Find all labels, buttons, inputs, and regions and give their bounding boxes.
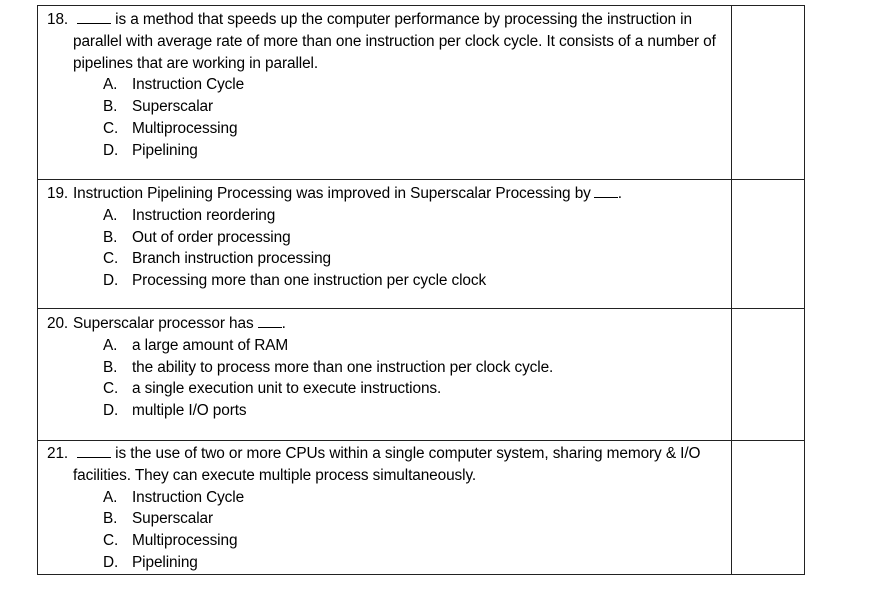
answer-blank-20 — [258, 312, 282, 328]
option-letter: C. — [103, 380, 119, 398]
option-18-b — [103, 96, 731, 118]
question-end-19: . — [617, 185, 622, 202]
options-list-21 — [38, 487, 731, 574]
option-letter: C. — [103, 119, 119, 137]
option-19-c — [103, 248, 731, 270]
option-20-d — [103, 400, 731, 422]
option-21-b — [103, 508, 731, 530]
option-letter: A. — [103, 206, 118, 224]
option-letter: D. — [103, 141, 119, 159]
option-letter: D. — [103, 272, 119, 290]
option-20-c — [103, 378, 731, 400]
option-21-d — [103, 552, 731, 574]
option-letter: A. — [103, 336, 118, 354]
option-text: Superscalar — [132, 98, 214, 116]
question-stem-19 — [38, 182, 725, 205]
option-letter: B. — [103, 510, 118, 528]
option-letter: B. — [103, 358, 118, 376]
option-text: Instruction Cycle — [132, 76, 245, 94]
question-table — [37, 5, 805, 575]
question-number-18: 18. — [47, 11, 69, 28]
answer-blank-18 — [77, 8, 111, 24]
options-list-19 — [38, 205, 731, 292]
option-letter: A. — [103, 76, 118, 94]
option-text: Multiprocessing — [132, 119, 238, 137]
option-text: multiple I/O ports — [132, 402, 247, 420]
option-text: a single execution unit to execute instructions. — [132, 380, 442, 398]
option-text: Pipelining — [132, 553, 198, 571]
question-row-21 — [38, 441, 805, 575]
answer-cell-21[interactable] — [732, 441, 805, 575]
option-20-a — [103, 335, 731, 357]
question-stem-18 — [38, 8, 725, 74]
option-text: a large amount of RAM — [132, 336, 289, 354]
option-letter: D. — [103, 553, 119, 571]
option-text: Instruction Cycle — [132, 488, 245, 506]
question-row-18 — [38, 6, 805, 180]
option-letter: C. — [103, 250, 119, 268]
option-letter: B. — [103, 98, 118, 116]
option-text: Branch instruction processing — [132, 250, 331, 268]
answer-cell-19[interactable] — [732, 180, 805, 309]
option-20-b — [103, 357, 731, 379]
answer-blank-21 — [77, 442, 111, 458]
option-letter: A. — [103, 488, 118, 506]
option-letter: B. — [103, 228, 118, 246]
option-21-c — [103, 530, 731, 552]
question-number-20: 20. — [47, 315, 69, 332]
option-letter: C. — [103, 532, 119, 550]
question-text-20: Superscalar processor has — [73, 315, 254, 332]
question-row-20 — [38, 309, 805, 441]
option-18-a — [103, 74, 731, 96]
option-19-b — [103, 227, 731, 249]
answer-cell-18[interactable] — [732, 6, 805, 180]
option-text: the ability to process more than one instruction per clock cycle. — [132, 358, 554, 376]
question-text-19: Instruction Pipelining Processing was improved in Superscalar Processing by — [73, 185, 591, 202]
question-cell-18 — [38, 6, 732, 180]
question-stem-21 — [38, 442, 725, 487]
answer-cell-20[interactable] — [732, 309, 805, 441]
option-text: Multiprocessing — [132, 532, 238, 550]
question-number-19: 19. — [47, 185, 69, 202]
option-21-a — [103, 487, 731, 509]
options-list-20 — [38, 335, 731, 422]
question-text-21: is the use of two or more CPUs within a single computer system, sharing memory & I/O facilities. They can execute multiple process simultaneously. — [73, 445, 701, 484]
answer-blank-19 — [594, 182, 618, 198]
option-18-c — [103, 118, 731, 140]
question-cell-19 — [38, 180, 732, 309]
option-19-a — [103, 205, 731, 227]
option-text: Pipelining — [132, 141, 198, 159]
option-text: Processing more than one instruction per cycle clock — [132, 272, 487, 290]
option-letter: D. — [103, 402, 119, 420]
question-cell-20 — [38, 309, 732, 441]
question-end-20: . — [281, 315, 286, 332]
option-19-d — [103, 270, 731, 292]
question-cell-21 — [38, 441, 732, 575]
option-text: Superscalar — [132, 510, 214, 528]
option-18-d — [103, 140, 731, 162]
question-text-18: is a method that speeds up the computer performance by processing the instruction in parallel with average rate of more than one instruction per clock cycle. It consists of a number of pipelines that are working in parallel. — [73, 11, 716, 72]
question-stem-20 — [38, 312, 725, 335]
question-row-19 — [38, 180, 805, 309]
option-text: Instruction reordering — [132, 206, 276, 224]
question-number-21: 21. — [47, 445, 69, 462]
options-list-18 — [38, 74, 731, 161]
option-text: Out of order processing — [132, 228, 291, 246]
